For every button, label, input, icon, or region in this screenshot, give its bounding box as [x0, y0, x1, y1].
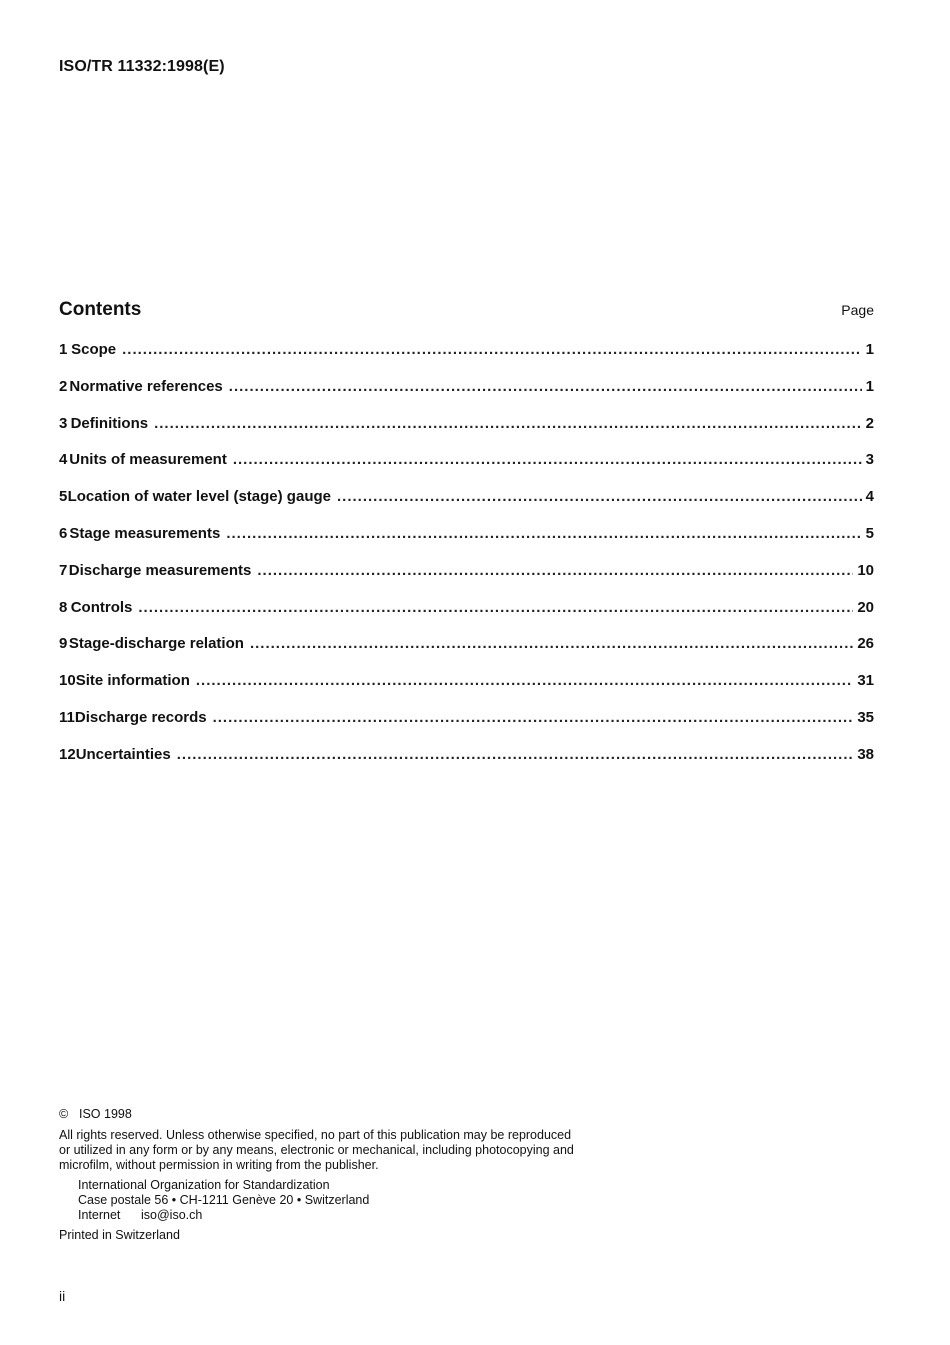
- internet-line: [78, 1208, 619, 1223]
- toc-entry-title: Controls: [70, 598, 133, 616]
- toc-entry-title: Discharge measurements: [68, 561, 252, 579]
- dot-leader: [154, 415, 862, 432]
- contents-header: [59, 299, 874, 321]
- toc-entry-title: Scope: [71, 341, 117, 358]
- toc-entry-number: 3: [59, 414, 68, 432]
- toc-entry-gauge-location[interactable]: [59, 488, 874, 525]
- toc-entry-page: 2: [865, 414, 874, 432]
- rights-line: All rights reserved. Unless otherwise specified, no part of this publication may be reproduced: [59, 1128, 572, 1142]
- toc-entry-definitions[interactable]: [59, 415, 874, 452]
- toc-entry-number: 10: [59, 672, 76, 690]
- toc-entry-units-of-measurement[interactable]: [59, 451, 874, 488]
- toc-entry-number: 2: [59, 377, 68, 395]
- toc-entry-title: Discharge records: [74, 708, 207, 726]
- postal-address: Case postale 56 • CH-1211 Genève 20 • Switzerland: [78, 1193, 370, 1207]
- rights-statement: [59, 1128, 619, 1173]
- toc-entry-page: 35: [857, 708, 874, 726]
- dot-leader: [177, 746, 854, 763]
- toc-entry-title: Stage-discharge relation: [68, 635, 244, 653]
- toc-entry-number: 7: [59, 561, 68, 579]
- dot-leader: [122, 341, 862, 358]
- toc-entry-scope[interactable]: [59, 341, 874, 378]
- toc-entry-title: Normative references: [69, 377, 223, 395]
- page-column-label: Page: [841, 302, 874, 318]
- toc-entry-title: Location of water level (stage) gauge: [67, 488, 331, 506]
- dot-leader: [337, 488, 862, 505]
- toc-entry-title: Stage measurements: [69, 524, 221, 542]
- toc-entry-title: Site information: [75, 672, 190, 690]
- toc-entry-number: 9: [59, 635, 68, 653]
- toc-entry-number: 11: [59, 708, 75, 726]
- toc-entry-discharge-measurements[interactable]: [59, 562, 874, 599]
- toc-entry-title: Units of measurement: [69, 451, 227, 469]
- copyright-line: [59, 1107, 619, 1122]
- dot-leader: [250, 635, 853, 652]
- page-number: ii: [59, 1288, 66, 1304]
- toc-entry-stage-measurements[interactable]: [59, 525, 874, 562]
- dot-leader: [226, 525, 861, 542]
- email-link[interactable]: iso@iso.ch: [141, 1208, 203, 1222]
- toc-entry-uncertainties[interactable]: [59, 746, 874, 783]
- toc-entry-page: 4: [865, 488, 874, 506]
- rights-line: microfilm, without permission in writing from the publisher.: [59, 1158, 379, 1172]
- toc-entry-page: 31: [857, 672, 874, 690]
- internet-label: Internet: [78, 1208, 121, 1222]
- toc-entry-page: 1: [865, 341, 874, 358]
- toc-entry-page: 10: [857, 561, 874, 579]
- toc-entry-discharge-records[interactable]: [59, 709, 874, 746]
- organization-name: International Organization for Standardization: [78, 1178, 330, 1192]
- dot-leader: [233, 451, 862, 468]
- toc-entry-title: Definitions: [70, 414, 149, 432]
- toc-entry-number: 5: [59, 488, 68, 506]
- toc-entry-page: 1: [865, 377, 874, 395]
- toc-entry-site-information[interactable]: [59, 672, 874, 709]
- copyright-symbol: ©: [59, 1107, 69, 1121]
- toc-entry-number: 6: [59, 524, 68, 542]
- copyright-text: ISO 1998: [79, 1107, 132, 1121]
- toc-entry-normative-references[interactable]: [59, 378, 874, 415]
- toc-entry-stage-discharge-relation[interactable]: [59, 635, 874, 672]
- toc-entry-page: 38: [857, 745, 874, 763]
- dot-leader: [196, 672, 853, 689]
- organization-address: [59, 1178, 619, 1223]
- document-identifier: ISO/TR 11332:1998(E): [59, 58, 225, 75]
- toc-entry-page: 20: [857, 598, 874, 616]
- table-of-contents: [59, 341, 874, 783]
- toc-entry-number: 1: [59, 341, 68, 358]
- dot-leader: [138, 599, 853, 616]
- toc-entry-number: 8: [59, 598, 68, 616]
- dot-leader: [229, 378, 862, 395]
- toc-entry-controls[interactable]: [59, 599, 874, 636]
- toc-entry-title: Uncertainties: [75, 745, 171, 763]
- toc-entry-number: 4: [59, 451, 68, 469]
- contents-title: Contents: [59, 299, 142, 320]
- dot-leader: [257, 562, 853, 579]
- toc-entry-page: 5: [865, 524, 874, 542]
- printed-in: Printed in Switzerland: [59, 1228, 180, 1242]
- toc-entry-page: 26: [857, 635, 874, 653]
- toc-entry-page: 3: [865, 451, 874, 469]
- rights-line: or utilized in any form or by any means, electronic or mechanical, including photocopying and: [59, 1143, 574, 1157]
- copyright-block: [59, 1107, 619, 1243]
- dot-leader: [213, 709, 854, 726]
- toc-entry-number: 12: [59, 745, 76, 763]
